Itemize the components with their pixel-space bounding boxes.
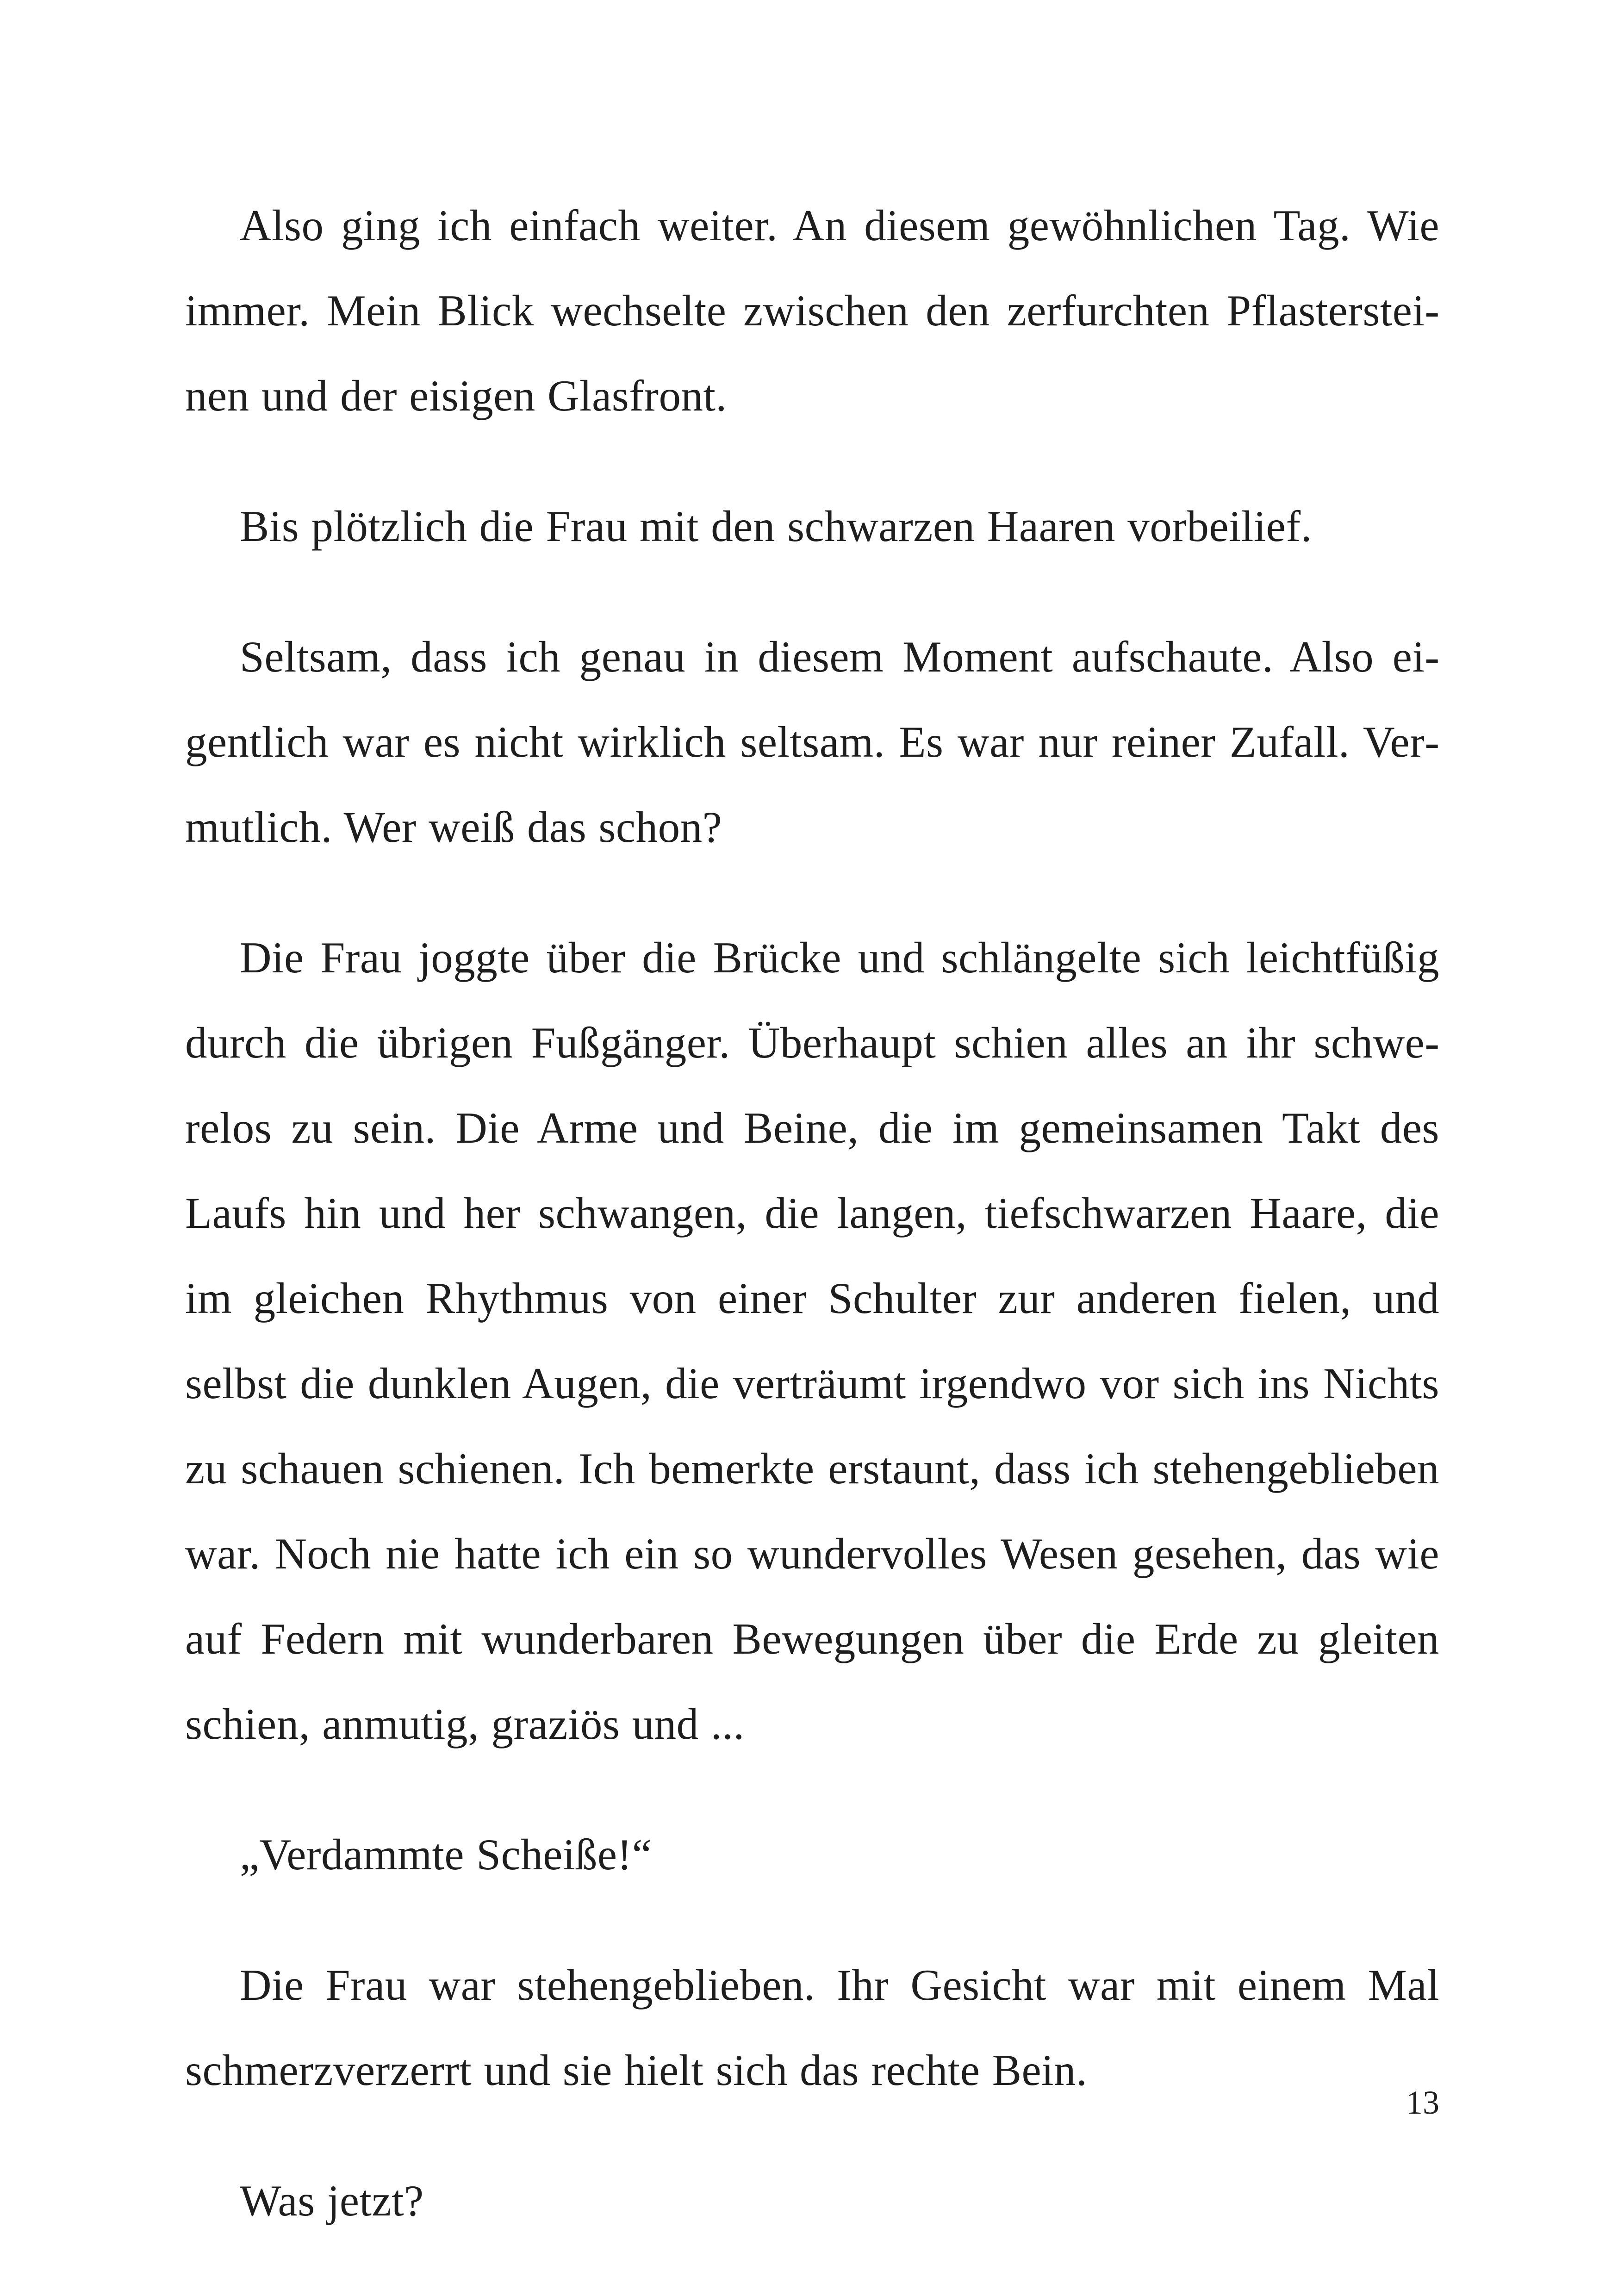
paragraph-6: Die Frau war stehengeblieben. Ihr Gesicht war mit einem Mal schmerzverzerrt und sie hielt sich das rechte Bein.: [185, 1960, 1439, 2095]
page-number: 13: [1406, 2084, 1439, 2121]
paragraph-7: Was jetzt?: [240, 2176, 424, 2225]
body-text: [185, 183, 1439, 2289]
paragraph-2: Bis plötzlich die Frau mit den schwarzen Haaren vorbeilief.: [240, 502, 1312, 551]
paragraph-5: „Verdammte Scheiße!“: [240, 1830, 652, 1879]
paragraph-3: Seltsam, dass ich genau in diesem Moment aufschaute. Also eigentlich war es nicht wirklich seltsam. Es war nur reiner Zufall. Vermutlich. Wer weiß das schon?: [185, 632, 1439, 852]
paragraph-4: Die Frau joggte über die Brücke und schlängelte sich leichtfüßig durch die übrigen Fußgänger. Überhaupt schien alles an ihr schwerelos zu sein. Die Arme und Beine, die im gemeinsamen Takt des Laufs hin und her schwangen, die langen, tiefschwarzen Haare, die im gleichen Rhythmus von einer Schulter zur anderen fielen, und selbst die dunklen Augen, die verträumt irgendwo vor sich ins Nichts zu schauen schienen. Ich bemerkte erstaunt, dass ich stehengeblieben war. Noch nie hatte ich ein so wundervolles Wesen gesehen, das wie auf Federn mit wunderbaren Bewegungen über die Erde zu gleiten schien, anmutig, graziös und ...: [185, 933, 1439, 1748]
paragraph-1: Also ging ich einfach weiter. An diesem gewöhnlichen Tag. Wie immer. Mein Blick wechselte zwischen den zerfurchten Pflastersteinen und der eisigen Glasfront.: [185, 201, 1439, 420]
